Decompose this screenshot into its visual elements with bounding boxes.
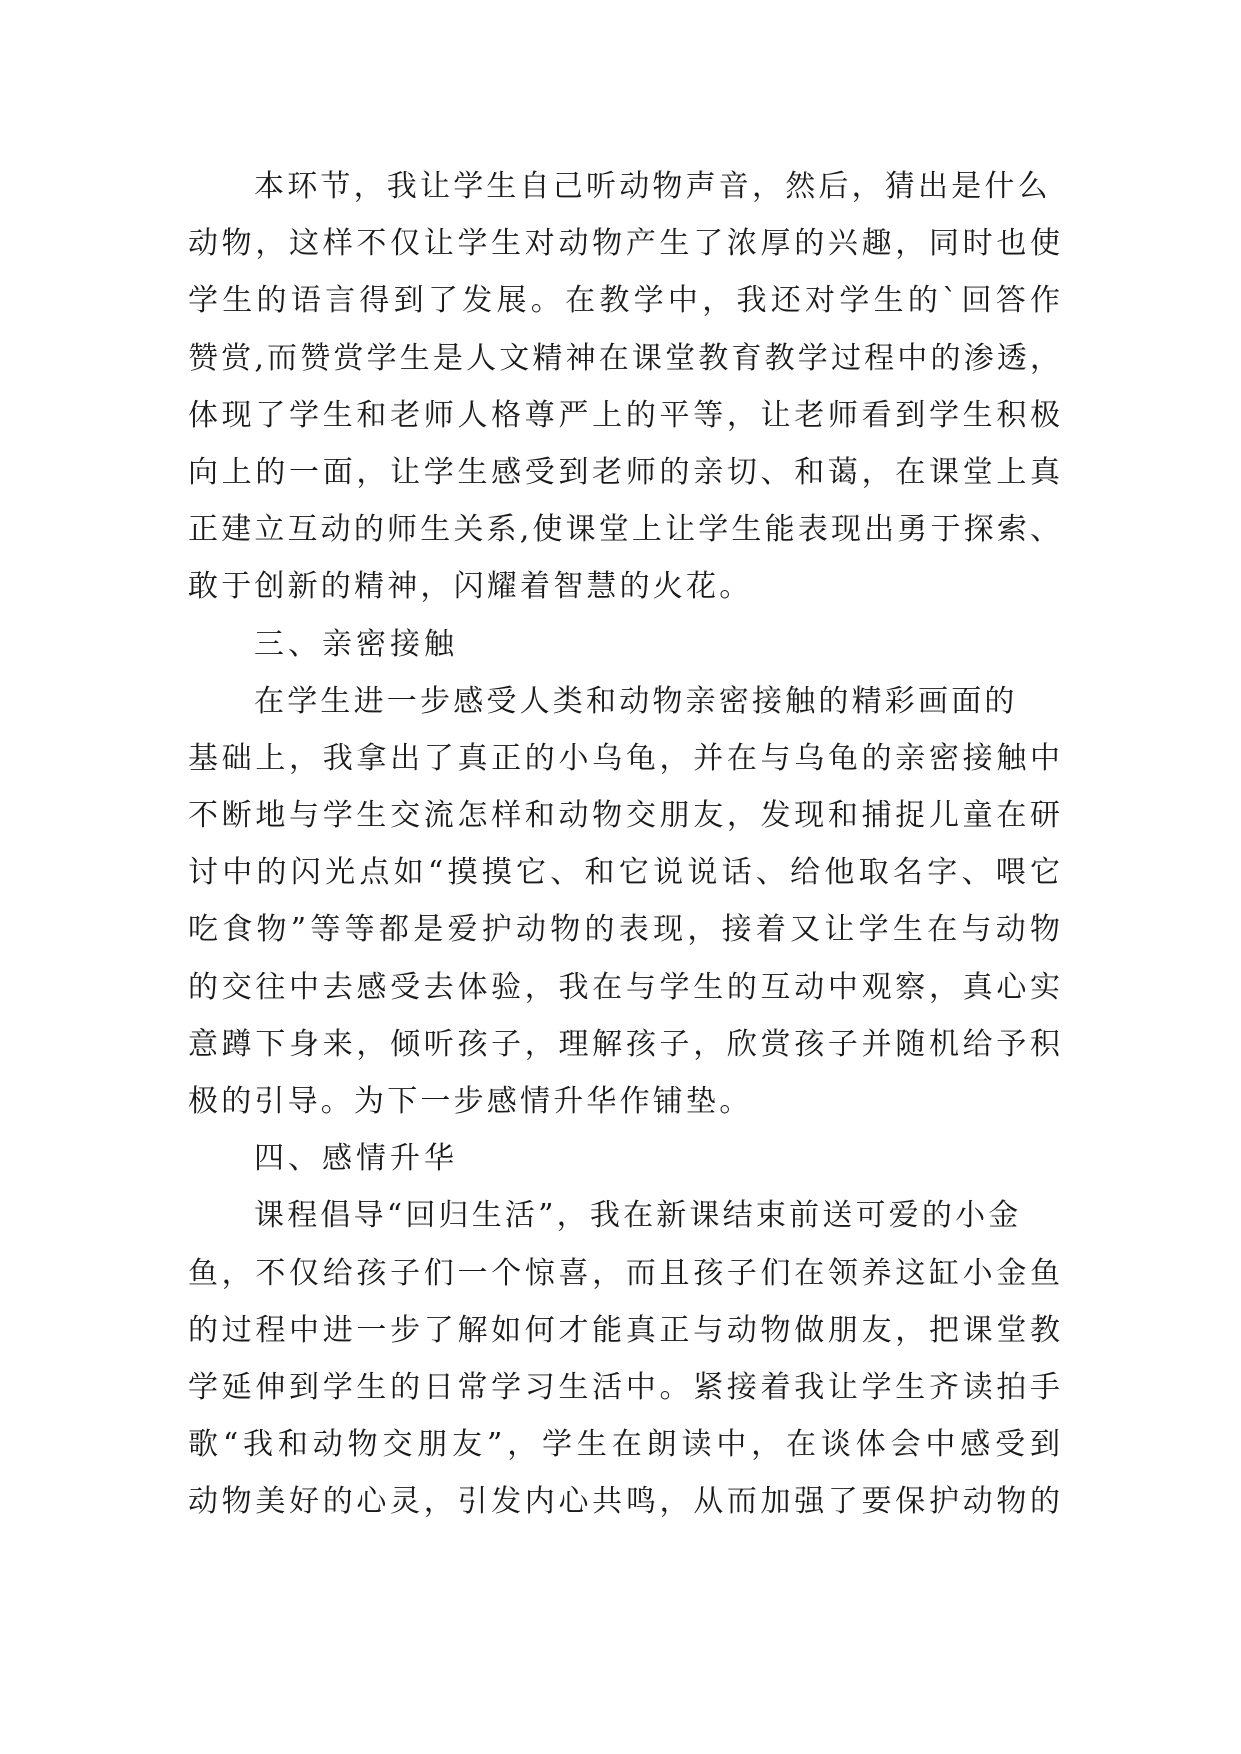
paragraph-line: 向上的一面，让学生感受到老师的亲切、和蔼，在课堂上真	[188, 454, 1060, 490]
paragraph-line: 敢于创新的精神，闪耀着智慧的火花。	[188, 569, 753, 605]
paragraph-line: 学生的语言得到了发展。在教学中，我还对学生的`回答作	[188, 283, 1060, 319]
paragraph-line: 学延伸到学生的日常学习生活中。紧接着我让学生齐读拍手	[188, 1369, 1060, 1405]
paragraph-line: 的交往中去感受去体验，我在与学生的互动中观察，真心实	[188, 969, 1060, 1005]
paragraph-line: 本环节，我让学生自己听动物声音，然后，猜出是什么	[254, 169, 1051, 204]
paragraph-line: 讨中的闪光点如“摸摸它、和它说说话、给他取名字、喂它	[188, 855, 1060, 891]
paragraph-line: 极的引导。为下一步感情升华作铺垫。	[188, 1084, 753, 1119]
paragraph-line: 正建立互动的师生关系,使课堂上让学生能表现出勇于探索、	[188, 512, 1060, 548]
paragraph-line: 意蹲下身来，倾听孩子，理解孩子，欣赏孩子并随机给予积	[188, 1026, 1060, 1062]
paragraph-line: 不断地与学生交流怎样和动物交朋友，发现和捕捉儿童在研	[188, 798, 1060, 834]
paragraph-line: 基础上，我拿出了真正的小乌龟，并在与乌龟的亲密接触中	[188, 740, 1060, 776]
paragraph-line: 吃食物”等等都是爱护动物的表现，接着又让学生在与动物	[188, 912, 1060, 948]
section-heading: 三、亲密接触	[254, 626, 458, 662]
paragraph-line: 赞赏,而赞赏学生是人文精神在课堂教育教学过程中的渗透，	[188, 340, 1060, 376]
paragraph-line: 歌“我和动物交朋友”，学生在朗读中，在谈体会中感受到	[188, 1427, 1060, 1463]
paragraph-line: 的过程中进一步了解如何才能真正与动物做朋友，把课堂教	[188, 1312, 1060, 1348]
paragraph-line: 课程倡导“回归生活”，我在新课结束前送可爱的小金	[254, 1198, 1022, 1234]
paragraph-line: 鱼，不仅给孩子们一个惊喜，而且孩子们在领养这缸小金鱼	[188, 1255, 1060, 1291]
paragraph-line: 在学生进一步感受人类和动物亲密接触的精彩画面的	[254, 683, 1018, 719]
document-body	[188, 158, 1060, 1531]
paragraph-line: 动物美好的心灵，引发内心共鸣，从而加强了要保护动物的	[188, 1484, 1060, 1520]
section-heading: 四、感情升华	[254, 1141, 458, 1177]
paragraph-line: 体现了学生和老师人格尊严上的平等，让老师看到学生积极	[188, 397, 1060, 433]
paragraph-line: 动物，这样不仅让学生对动物产生了浓厚的兴趣，同时也使	[188, 226, 1060, 262]
